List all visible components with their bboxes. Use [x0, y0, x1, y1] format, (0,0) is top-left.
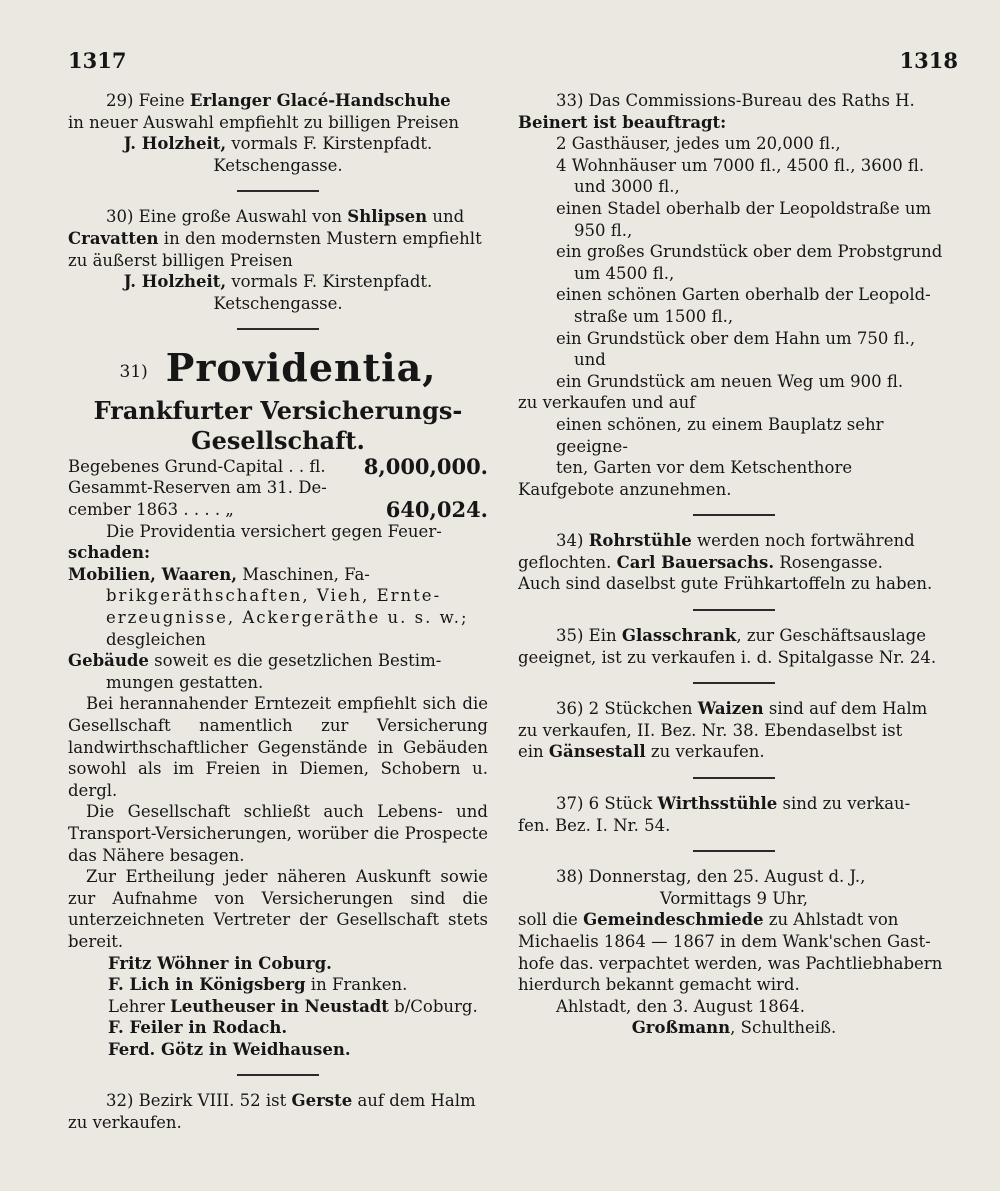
- ad34-product: Rohrstühle: [588, 531, 692, 551]
- advertisement-31: [68, 344, 488, 1060]
- divider: [693, 514, 775, 516]
- ad31-reserves-row: [68, 499, 488, 521]
- ad31-rep-1: Fritz Wöhner in Coburg.: [108, 953, 332, 973]
- ad33-line: und: [574, 350, 606, 370]
- ad30-merchant-rest: vormals F. Kirstenpfadt.: [226, 272, 433, 292]
- ad33-line: Beinert ist beauftragt:: [518, 112, 727, 132]
- ad38-place-date: Ahlstadt, den 3. August 1864.: [556, 996, 805, 1016]
- ad33-line: ein Grundstück am neuen Weg um 900 fl.: [556, 371, 904, 391]
- ad29-street: Ketschengasse.: [213, 155, 343, 175]
- advertisement-30: [68, 206, 488, 314]
- ad33-line: ein großes Grundstück ober dem Probstgrund: [556, 242, 943, 262]
- ad31-capital-row: [68, 453, 488, 479]
- ad31-reserves-value: 640,024.: [385, 497, 488, 523]
- ad31-list-4: desgleichen: [106, 629, 206, 649]
- right-column: [518, 90, 950, 1049]
- ad29-merchant: J. Holzheit,: [123, 134, 227, 154]
- ad36-text-3-post: zu verkaufen.: [645, 742, 765, 762]
- ad38-text-6: hierdurch bekannt gemacht wird.: [518, 975, 800, 995]
- ad34-street: Rosengasse.: [774, 552, 883, 572]
- ad31-paragraph-1b: schaden:: [68, 543, 151, 563]
- ad36-text: 36) 2 Stückchen: [556, 699, 698, 719]
- ad33-line: ten, Garten vor dem Ketschenthore: [556, 458, 853, 478]
- ad30-merchant: J. Holzheit,: [123, 272, 227, 292]
- ad31-list-3: erzeugnisse, Ackergeräthe u. s. w.;: [106, 608, 469, 627]
- ad32-text-2: zu verkaufen.: [68, 1113, 182, 1133]
- advertisement-33: [518, 90, 950, 500]
- divider: [693, 777, 775, 779]
- ad38-text: soll die: [518, 910, 584, 930]
- ad36-text-2: zu verkaufen, II. Bez. Nr. 38. Ebendaselbst ist: [518, 720, 903, 740]
- ad29-merchant-rest: vormals F. Kirstenpfadt.: [226, 134, 433, 154]
- ad31-paragraph-3: Die Gesellschaft schließt auch Lebens- und Transport-Versicherungen, worüber die Prospecte das Nähere besagen.: [68, 802, 488, 865]
- ad33-line: einen Stadel oberhalb der Leopoldstraße um: [556, 198, 932, 218]
- ad31-title: [68, 344, 488, 396]
- ad30-text-post: und: [427, 207, 465, 227]
- ad37-product: Wirthsstühle: [657, 794, 778, 814]
- ad31-title-text: Providentia,: [165, 345, 437, 391]
- ad30-product-2: Cravatten: [68, 228, 159, 248]
- ad33-line: zu verkaufen und auf: [518, 393, 696, 413]
- ad33-line: straße um 1500 fl.,: [574, 306, 734, 326]
- ad34-merchant: Carl Bauersachs.: [616, 552, 775, 572]
- ad30-text-2: in den modernsten Mustern empfiehlt: [158, 228, 482, 248]
- ad33-line: ein Grundstück ober dem Hahn um 750 fl.,: [556, 328, 916, 348]
- ad38-text-post: zu Ahlstadt von: [763, 910, 899, 930]
- ad31-rep-3-rest: b/Coburg.: [388, 996, 478, 1016]
- ad31-capital-value: 8,000,000.: [363, 453, 488, 479]
- ad33-line: 4 Wohnhäuser um 7000 fl., 4500 fl., 3600 fl.: [556, 155, 925, 175]
- ad32-text-post: auf dem Halm: [352, 1091, 476, 1111]
- divider: [237, 328, 319, 330]
- ad31-list-1: Maschinen, Fa-: [237, 564, 370, 584]
- ad35-text: 35) Ein: [556, 626, 622, 646]
- ad35-product: Glasschrank: [621, 626, 737, 646]
- divider: [237, 1074, 319, 1076]
- advertisement-32: [68, 1090, 488, 1133]
- ad31-paragraph-4: Zur Ertheilung jeder näheren Auskunft sowie zur Aufnahme von Versicherungen sind die unterzeichneten Vertreter der Gesellschaft stets bereit.: [68, 867, 488, 951]
- ad37-text-2: fen. Bez. I. Nr. 54.: [518, 815, 671, 835]
- ad37-text-post: sind zu verkau-: [777, 794, 911, 814]
- ad31-paragraph-2: Bei herannahender Erntezeit empfiehlt sich die Gesellschaft namentlich zur Versicherung landwirthschaftlicher Gegenstände in Gebäuden sowohl als im Freien in Diemen, Schobern u. dergl.: [68, 694, 488, 800]
- ad33-line: 950 fl.,: [574, 220, 633, 240]
- ad31-list-bold: Mobilien, Waaren,: [68, 564, 238, 584]
- ad33-line: und 3000 fl.,: [574, 177, 680, 197]
- ad36-product-2: Gänsestall: [548, 742, 646, 762]
- ad38-subject: Gemeindeschmiede: [583, 910, 764, 930]
- ad33-line: 33) Das Commissions-Bureau des Raths H.: [556, 91, 915, 110]
- ad38-text-4: Michaelis 1864 — 1867 in dem Wank'schen Gast-: [518, 932, 931, 951]
- page-number-left: 1317: [68, 48, 127, 73]
- ad33-line: 2 Gasthäuser, jedes um 20,000 fl.,: [556, 134, 841, 154]
- ad31-list-5-bold: Gebäude: [68, 651, 149, 671]
- advertisement-35: [518, 625, 950, 668]
- ad33-line: um 4500 fl.,: [574, 263, 675, 283]
- ad30-text: 30) Eine große Auswahl von: [106, 207, 348, 227]
- ad31-rep-3: Leutheuser in Neustadt: [170, 996, 389, 1016]
- divider: [693, 609, 775, 611]
- advertisement-37: [518, 793, 950, 836]
- ad38-text-5: hofe das. verpachtet werden, was Pachtliebhabern: [518, 953, 943, 973]
- ad38-time: Vormittags 9 Uhr,: [659, 888, 809, 908]
- ad34-text-3: Auch sind daselbst gute Frühkartoffeln zu haben.: [518, 574, 933, 594]
- ad30-street: Ketschengasse.: [213, 293, 343, 313]
- ad30-product: Shlipsen: [347, 207, 428, 227]
- advertisement-29: [68, 90, 488, 176]
- ad31-rep-4: F. Feiler in Rodach.: [108, 1018, 288, 1038]
- ad34-text-post: werden noch fortwährend: [691, 531, 915, 551]
- page-number-right: 1318: [899, 48, 958, 73]
- ad31-list-6: mungen gestatten.: [106, 672, 264, 692]
- ad31-reserves-label: Gesammt-Reserven am 31. De-: [68, 478, 327, 498]
- ad31-number: 31): [119, 361, 148, 382]
- ad31-capital-label: Begebenes Grund-Capital . . fl.: [68, 456, 326, 476]
- ad31-list-5: soweit es die gesetzlichen Bestim-: [148, 651, 442, 671]
- ad31-paragraph-1: Die Providentia versichert gegen Feuer-: [106, 521, 442, 541]
- divider: [237, 190, 319, 192]
- ad31-representatives: [68, 953, 488, 1061]
- ad38-signature: Großmann: [631, 1018, 731, 1038]
- ad36-text-3: ein: [518, 742, 549, 762]
- ad31-reserves-label-2: cember 1863 . . . . „: [68, 500, 234, 520]
- advertisement-34: [518, 530, 950, 595]
- ad31-rep-2: F. Lich in Königsberg: [108, 975, 306, 995]
- ad31-list-2: brikgeräthschaften, Vieh, Ernte-: [106, 586, 442, 606]
- ad29-text: 29) Feine: [106, 91, 190, 110]
- ad33-line: einen schönen, zu einem Bauplatz sehr geeigne-: [556, 414, 884, 456]
- ad36-text-post: sind auf dem Halm: [763, 699, 928, 719]
- ad31-rep-3-pre: Lehrer: [108, 996, 171, 1016]
- ad31-rep-5: Ferd. Götz in Weidhausen.: [108, 1039, 351, 1059]
- ad36-product: Waizen: [697, 699, 764, 719]
- ad35-text-2: geeignet, ist zu verkaufen i. d. Spitalgasse Nr. 24.: [518, 647, 937, 667]
- ad29-text-2: in neuer Auswahl empfiehlt zu billigen Preisen: [68, 112, 460, 132]
- ad31-subtitle-2: Gesellschaft.: [191, 425, 365, 455]
- ad38-date: 38) Donnerstag, den 25. August d. J.,: [556, 867, 866, 887]
- ad34-text: 34): [556, 531, 589, 551]
- ad34-text-2: geflochten.: [518, 552, 617, 572]
- advertisement-38: [518, 866, 950, 1039]
- ad32-product: Gerste: [291, 1091, 353, 1111]
- divider: [693, 850, 775, 852]
- left-column: [68, 90, 488, 1144]
- ad31-rep-2-rest: in Franken.: [305, 975, 408, 995]
- advertisement-36: [518, 698, 950, 763]
- ad29-product: Erlanger Glacé-Handschuhe: [189, 91, 451, 110]
- divider: [693, 682, 775, 684]
- ad38-signature-title: , Schultheiß.: [730, 1018, 837, 1038]
- ad33-line: Kaufgebote anzunehmen.: [518, 479, 732, 499]
- ad32-text: 32) Bezirk VIII. 52 ist: [106, 1091, 292, 1111]
- ad30-text-3: zu äußerst billigen Preisen: [68, 250, 293, 270]
- ad35-text-post: , zur Geschäftsauslage: [736, 626, 927, 646]
- ad31-subtitle-1: Frankfurter Versicherungs-: [93, 395, 463, 425]
- ad33-line: einen schönen Garten oberhalb der Leopold-: [556, 285, 931, 305]
- ad37-text: 37) 6 Stück: [556, 794, 658, 814]
